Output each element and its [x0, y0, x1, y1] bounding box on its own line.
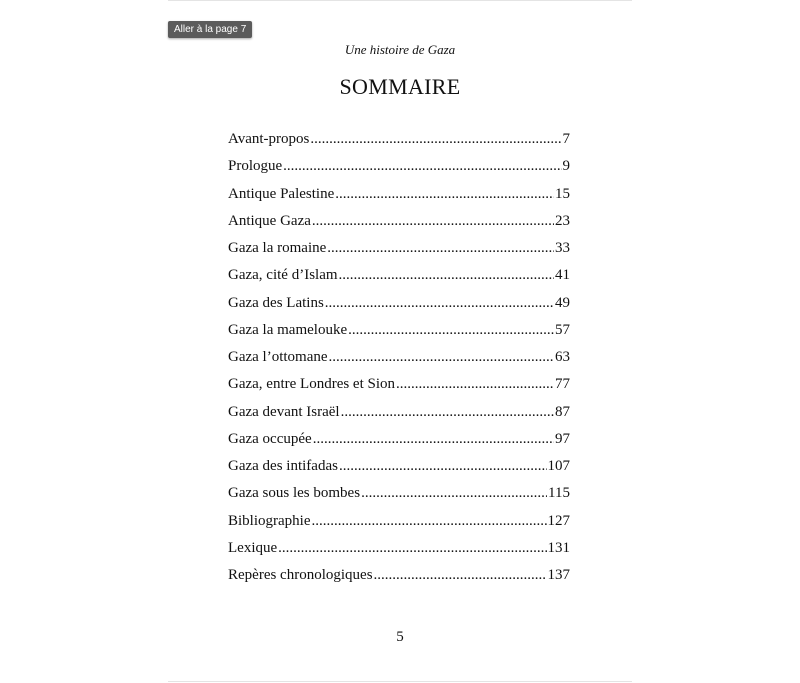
- toc-entry-label: Gaza, entre Londres et Sion: [228, 376, 396, 393]
- toc-entry-label: Gaza l’ottomane: [228, 349, 328, 365]
- toc-entry[interactable]: [228, 483, 570, 510]
- toc-entry-label: Prologue: [228, 158, 283, 175]
- toc-entry-label: Gaza la romaine: [228, 240, 327, 256]
- toc-entry-label: Lexique: [228, 539, 278, 556]
- toc-entry[interactable]: [228, 347, 570, 374]
- toc-entry-label: Antique Palestine: [228, 185, 335, 202]
- page-title: SOMMAIRE: [339, 74, 461, 99]
- page-bottom-edge: [168, 681, 632, 682]
- toc-dot-leader: [341, 402, 554, 422]
- toc-entry-page-number: 87: [555, 403, 570, 420]
- toc-entry-page-number: 107: [547, 458, 570, 474]
- toc-dot-leader: [329, 347, 554, 367]
- toc-entry-label: Gaza la mamelouke: [228, 321, 348, 338]
- toc-dot-leader: [374, 565, 547, 585]
- toc-entry-page-number: 9: [562, 158, 570, 175]
- toc-entry-page-number: 49: [555, 294, 570, 311]
- toc-entry-page-number: 97: [555, 430, 570, 447]
- toc-entry-page-number: 41: [555, 267, 570, 284]
- toc-entry-page-number: 77: [555, 376, 570, 393]
- toc-entry-page-number: 63: [555, 349, 570, 365]
- toc-entry[interactable]: [228, 429, 570, 456]
- running-head: Une histoire de Gaza: [344, 42, 456, 57]
- toc-entry-label: Repères chronologiques: [228, 567, 373, 583]
- toc-dot-leader: [335, 184, 554, 204]
- toc-entry[interactable]: [228, 211, 570, 238]
- toc-dot-leader: [396, 374, 554, 394]
- toc-entry-label: Gaza sous les bombes: [228, 485, 361, 502]
- toc-dot-leader: [327, 238, 554, 258]
- toc-entry-label: Gaza des Latins: [228, 294, 324, 311]
- toc-entry-label: Gaza occupée: [228, 430, 312, 447]
- table-of-contents: [228, 129, 570, 592]
- page-number: 5: [396, 629, 404, 645]
- toc-dot-leader: [283, 156, 561, 176]
- toc-entry-page-number: 137: [547, 567, 570, 583]
- toc-entry[interactable]: [228, 565, 570, 592]
- toc-entry[interactable]: [228, 402, 570, 429]
- toc-entry-page-number: 131: [547, 539, 570, 556]
- toc-entry-page-number: 15: [555, 185, 570, 202]
- toc-dot-leader: [278, 538, 546, 558]
- toc-dot-leader: [312, 511, 547, 531]
- toc-dot-leader: [339, 456, 547, 476]
- go-to-page-tooltip: Aller à la page 7: [168, 21, 252, 38]
- toc-entry[interactable]: [228, 129, 570, 156]
- toc-dot-leader: [348, 320, 554, 340]
- toc-entry-page-number: 57: [555, 321, 570, 338]
- toc-entry[interactable]: [228, 511, 570, 538]
- toc-entry-page-number: 115: [548, 485, 570, 502]
- toc-entry-label: Bibliographie: [228, 512, 311, 529]
- toc-entry[interactable]: [228, 456, 570, 483]
- toc-dot-leader: [339, 265, 554, 285]
- page-top-edge: [168, 0, 632, 1]
- toc-entry-page-number: 7: [562, 131, 570, 147]
- toc-entry[interactable]: [228, 538, 570, 565]
- toc-entry[interactable]: [228, 293, 570, 320]
- toc-entry-label: Antique Gaza: [228, 212, 311, 229]
- toc-entry[interactable]: [228, 320, 570, 347]
- toc-dot-leader: [361, 483, 547, 503]
- toc-dot-leader: [312, 211, 554, 231]
- toc-entry[interactable]: [228, 156, 570, 183]
- toc-entry-page-number: 127: [547, 512, 570, 529]
- toc-dot-leader: [313, 429, 554, 449]
- toc-entry-label: Gaza, cité d’Islam: [228, 267, 338, 284]
- toc-entry[interactable]: [228, 374, 570, 401]
- toc-entry[interactable]: [228, 238, 570, 265]
- toc-entry-label: Gaza devant Israël: [228, 403, 340, 420]
- toc-entry-label: Avant-propos: [228, 131, 310, 147]
- toc-entry[interactable]: [228, 184, 570, 211]
- toc-dot-leader: [310, 129, 561, 149]
- toc-entry[interactable]: [228, 265, 570, 292]
- toc-entry-page-number: 23: [555, 212, 570, 229]
- toc-dot-leader: [325, 293, 554, 313]
- toc-entry-label: Gaza des intifadas: [228, 458, 338, 474]
- toc-entry-page-number: 33: [555, 240, 570, 256]
